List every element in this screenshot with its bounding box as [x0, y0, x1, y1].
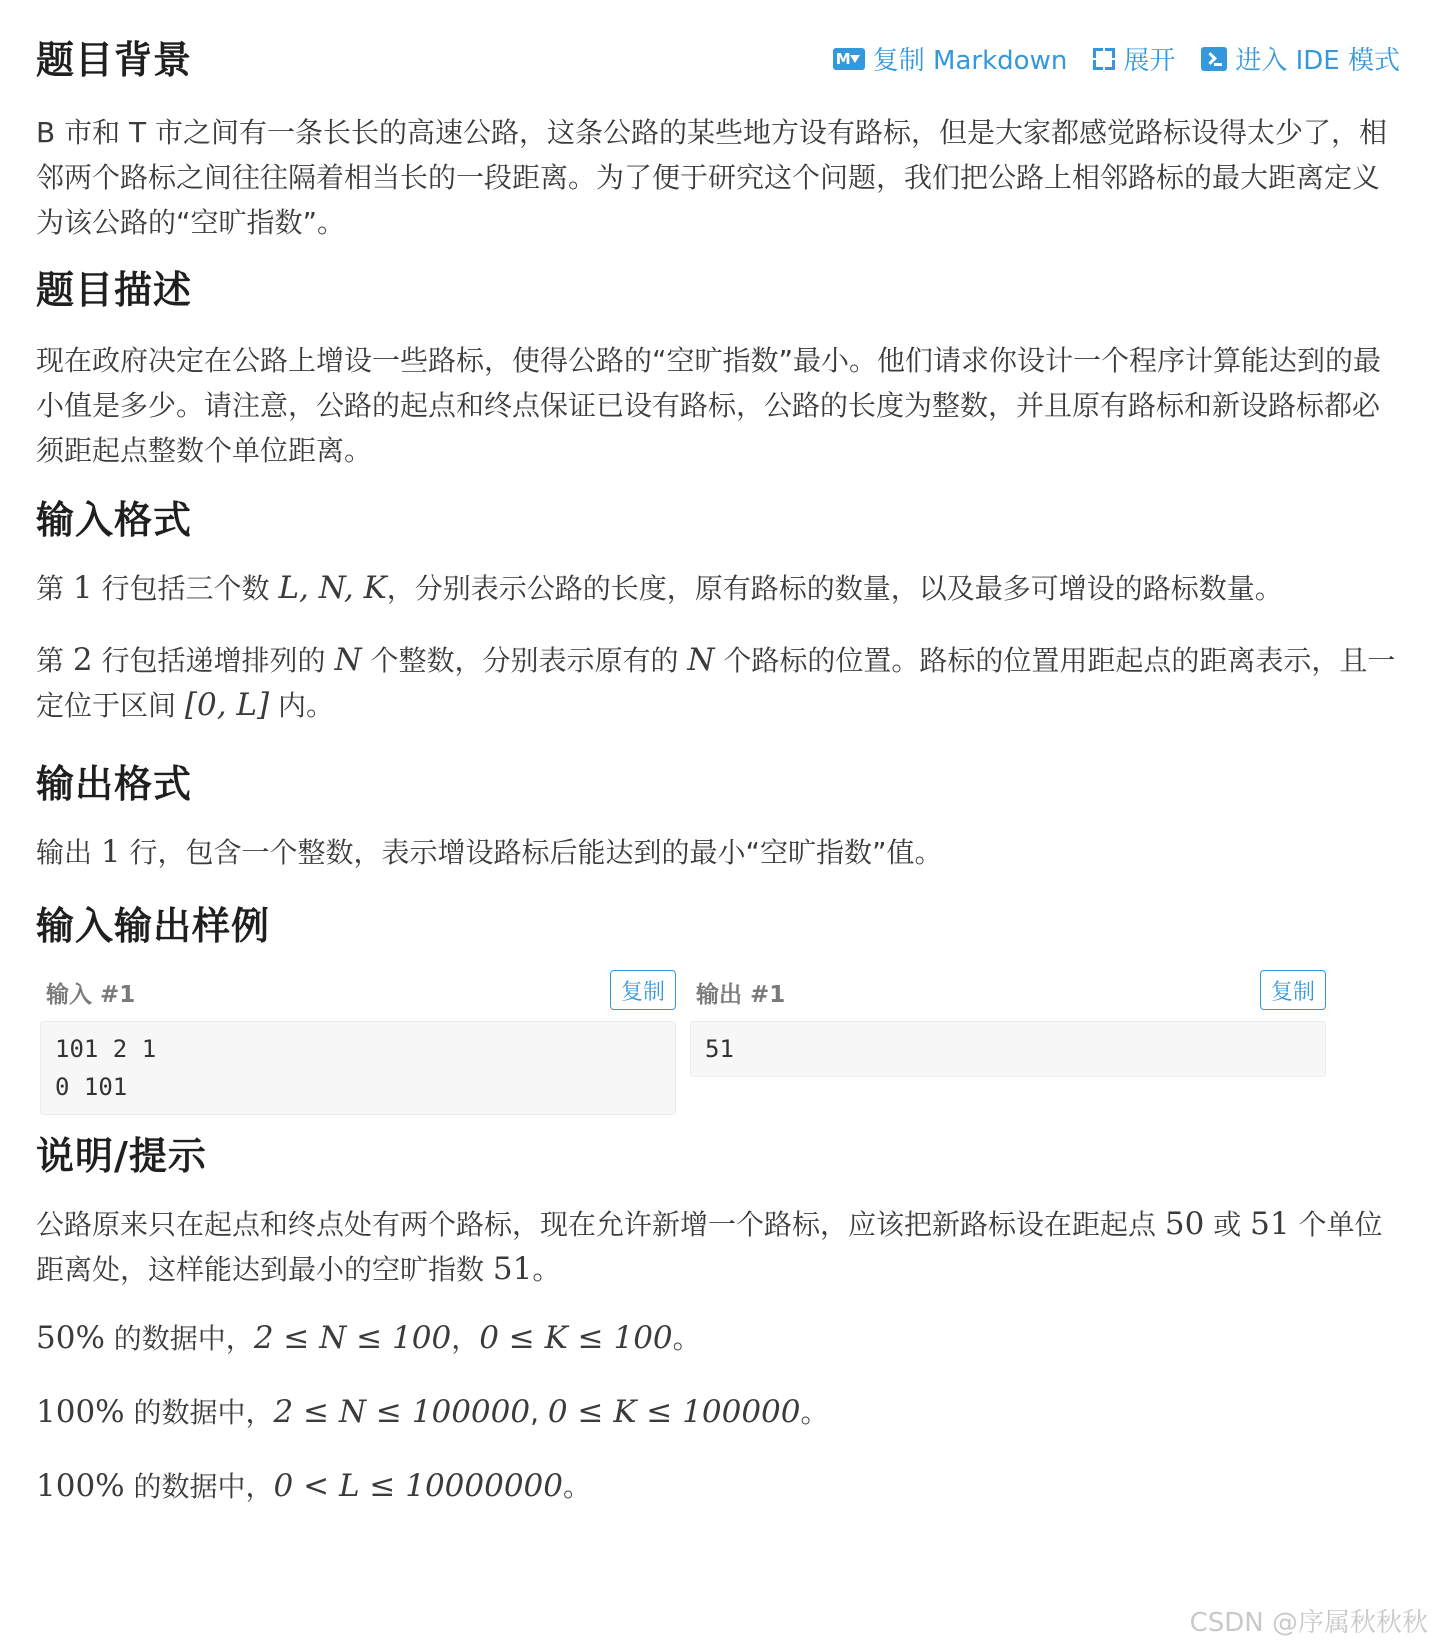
sample-output-label: 输出 #1: [696, 982, 786, 1008]
hint-range-50: 50% 的数据中，2 ≤ N ≤ 100，0 ≤ K ≤ 100。: [36, 1320, 701, 1356]
expand-button[interactable]: [1093, 40, 1175, 77]
input-format-heading: 输入格式: [36, 498, 193, 542]
copy-markdown-label: 复制 Markdown: [872, 46, 1068, 76]
math-interval: [0, L]: [184, 687, 270, 723]
background-heading: 题目背景: [36, 38, 193, 82]
background-text: B 市和 T 市之间有一条长长的高速公路，这条公路的某些地方设有路标，但是大家都感觉路标设得太少了，相邻两个路标之间往往隔着相当长的一段距离。为了便于研究这个问题，我们把公路上相邻路标的最大距离定义为该公路的“空旷指数”。: [36, 116, 1388, 239]
ide-mode-label: 进入 IDE 模式: [1235, 46, 1400, 76]
sample-output-code: 51: [690, 1021, 1326, 1077]
copy-markdown-button[interactable]: [833, 40, 1068, 77]
terminal-icon: [1201, 47, 1227, 71]
problem-toolbar: [833, 40, 1400, 77]
sample-input-label: 输入 #1: [46, 982, 136, 1008]
output-format-text: 输出 1 行，包含一个整数，表示增设路标后能达到的最小“空旷指数”值。: [36, 834, 943, 870]
ide-mode-button[interactable]: [1201, 40, 1400, 77]
hint-range-100-nk: 100% 的数据中，2 ≤ N ≤ 100000, 0 ≤ K ≤ 100000。: [36, 1394, 829, 1430]
sample-input-code: 101 2 1 0 101: [40, 1021, 676, 1115]
expand-icon: [1093, 48, 1115, 70]
hint-range-100-l: 100% 的数据中，0 < L ≤ 10000000。: [36, 1468, 592, 1504]
math-lnk: L, N, K: [278, 570, 387, 606]
watermark: CSDN @序属秋秋秋: [1189, 1608, 1428, 1638]
description-heading: 题目描述: [36, 268, 193, 312]
description-text: 现在政府决定在公路上增设一些路标，使得公路的“空旷指数”最小。他们请求你设计一个程序计算能达到的最小值是多少。请注意，公路的起点和终点保证已设有路标，公路的长度为整数，并且原有路标和新设路标都必须距起点整数个单位距离。: [36, 344, 1382, 467]
input-format-line1: 第 1 行包括三个数 L, N, K，分别表示公路的长度，原有路标的数量，以及最多可增设的路标数量。: [36, 570, 1283, 606]
hint-text: 公路原来只在起点和终点处有两个路标，现在允许新增一个路标，应该把新路标设在距起点 50 或 51 个单位距离处，这样能达到最小的空旷指数 51。: [36, 1206, 1383, 1287]
samples-heading: 输入输出样例: [36, 904, 271, 948]
markdown-icon: [833, 48, 865, 70]
expand-label: 展开: [1123, 46, 1176, 76]
input-format-line2: 第 2 行包括递增排列的 N 个整数，分别表示原有的 N 个路标的位置。路标的位置用距起点的距离表示，且一定位于区间 [0, L] 内。: [36, 642, 1396, 723]
sample-output-block: [690, 968, 1326, 1077]
sample-input-block: [40, 968, 676, 1115]
hint-heading: 说明/提示: [36, 1134, 207, 1178]
copy-output-button[interactable]: 复制: [1260, 970, 1326, 1010]
copy-input-button[interactable]: 复制: [610, 970, 676, 1010]
output-format-heading: 输出格式: [36, 762, 193, 806]
